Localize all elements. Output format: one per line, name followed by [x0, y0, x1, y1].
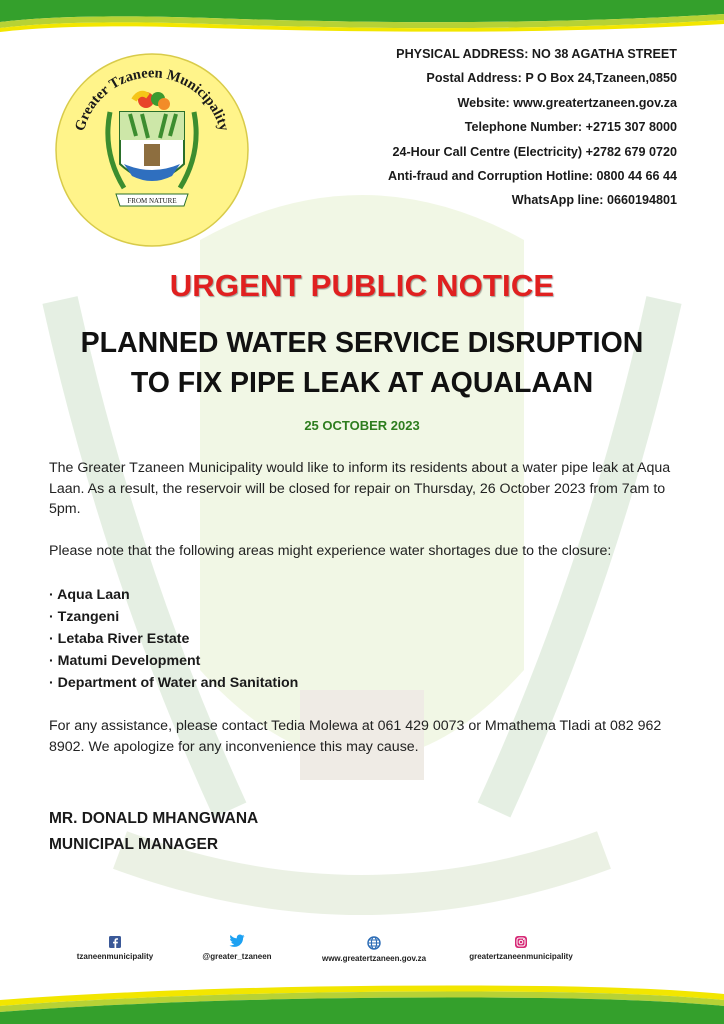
signatory-name: MR. DONALD MHANGWANA [49, 810, 259, 827]
notice-date: 25 OCTOBER 2023 [304, 418, 420, 433]
notice-headline [0, 323, 724, 403]
physical-address: PHYSICAL ADDRESS: NO 38 AGATHA STREET [396, 47, 677, 61]
signatory-block [49, 806, 258, 858]
municipality-logo [54, 52, 250, 248]
whatsapp-line: WhatsApp line: 0660194801 [511, 193, 677, 208]
notice-label: URGENT PUBLIC NOTICE [169, 268, 555, 303]
logo-arc-text: Greater Tzaneen Municipality [72, 65, 232, 133]
social-twitter[interactable] [182, 934, 292, 961]
globe-icon [367, 936, 381, 950]
body-paragraph-1: The Greater Tzaneen Municipality would like to inform its residents about a water pipe leak at Aqua Laan. As a result, the reservoir will be closed for repair on Thursday, 26 October 2023 from 7am to 5pm. [49, 460, 671, 517]
top-wave-banner [0, 0, 724, 40]
list-item: · Letaba River Estate [49, 631, 190, 647]
headline-line-2: TO FIX PIPE LEAK AT AQUALAAN [130, 367, 594, 399]
telephone-line: Telephone Number: +2715 307 8000 [464, 120, 677, 135]
social-instagram[interactable] [456, 936, 586, 961]
body-paragraph-3: For any assistance, please contact Tedia Molewa at 061 429 0073 or Mmathema Tladi at 082 962 8902. We apologize for any inconvenience this may cause. [49, 718, 662, 755]
instagram-handle: greatertzaneenmunicipality [469, 952, 573, 961]
social-website[interactable] [312, 936, 436, 963]
contact-details [388, 46, 677, 217]
list-item: · Department of Water and Sanitation [49, 675, 299, 691]
affected-areas-list [49, 586, 298, 696]
website-handle: www.greatertzaneen.gov.za [321, 954, 427, 963]
postal-address: Postal Address: P O Box 24,Tzaneen,0850 [426, 71, 677, 86]
list-item: · Aqua Laan [49, 587, 130, 603]
bottom-wave-banner [0, 974, 724, 1024]
logo-motto: FROM NATURE [127, 197, 177, 205]
list-item: · Tzangeni [49, 609, 120, 625]
website-line[interactable]: Website: www.greatertzaneen.gov.za [457, 95, 677, 110]
twitter-icon [229, 934, 245, 948]
facebook-icon [109, 936, 121, 948]
headline-line-1: PLANNED WATER SERVICE DISRUPTION [80, 327, 644, 359]
facebook-handle: tzaneenmunicipality [76, 952, 154, 961]
call-centre-line: 24-Hour Call Centre (Electricity) +2782 679 0720 [392, 144, 677, 159]
twitter-handle: @greater_tzaneen [202, 952, 272, 961]
social-facebook[interactable] [60, 936, 170, 961]
instagram-icon [515, 936, 527, 948]
signatory-title: MUNICIPAL MANAGER [49, 836, 219, 853]
hotline-line: Anti-fraud and Corruption Hotline: 0800 44 66 44 [387, 168, 677, 183]
body-paragraph-2: Please note that the following areas might experience water shortages due to the closure: [49, 543, 612, 559]
list-item: · Matumi Development [49, 653, 201, 669]
